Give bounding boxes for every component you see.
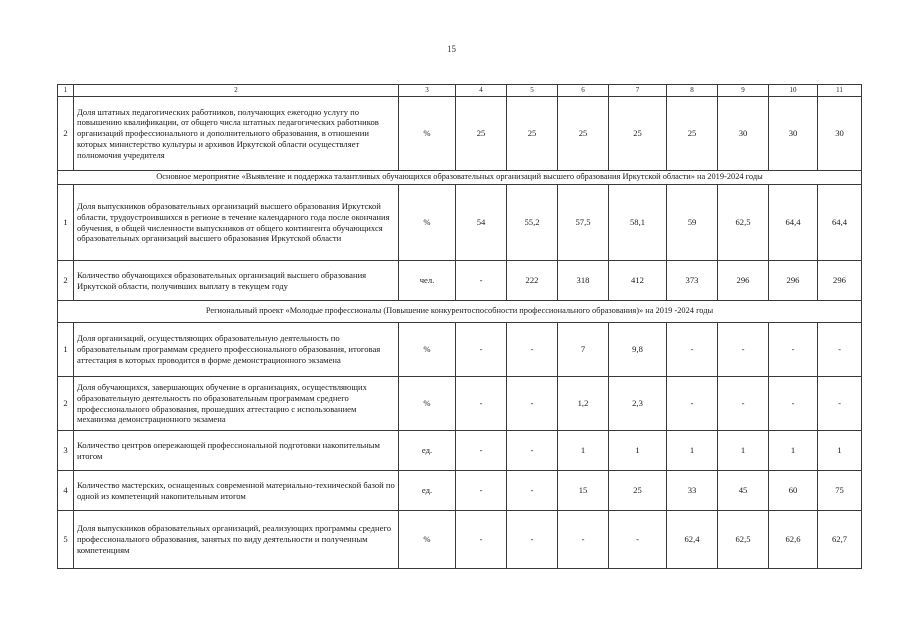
value-cell: - [456,323,507,377]
value-cell: 1 [609,431,667,471]
indicator-description: Доля организаций, осуществляющих образовательную деятельность по образовательным программам среднего профессионального образования, итоговая аттестация в которых проводится в форме демонстрационного экзамена [74,323,399,377]
value-cell: 62,7 [818,511,862,569]
unit-cell: ед. [399,431,456,471]
value-cell: 318 [558,261,609,301]
section-heading-row [58,301,862,323]
value-cell: 57,5 [558,185,609,261]
value-cell: 25 [609,97,667,171]
value-cell: 62,4 [667,511,718,569]
unit-cell: ед. [399,471,456,511]
indicator-description: Количество мастерских, оснащенных современной материально-технической базой по одной из компетенций накопительным итогом [74,471,399,511]
value-cell: - [456,261,507,301]
value-cell: - [718,323,769,377]
column-number-cell: 6 [558,85,609,97]
indicator-description: Доля выпускников образовательных организаций высшего образования Иркутской области, трудоустроившихся в регионе в течение календарного года после окончания обучения, в общей численности выпускников от общего контингента обучающихся образовательных организаций высшего образования Иркутской области [74,185,399,261]
row-number: 1 [58,185,74,261]
value-cell: 1 [558,431,609,471]
indicator-description: Доля выпускников образовательных организаций, реализующих программы среднего профессионального образования, занятых по виду деятельности и полученным компетенциям [74,511,399,569]
column-number-header-row [58,85,862,97]
table-row [58,377,862,431]
value-cell: 62,5 [718,511,769,569]
value-cell: - [609,511,667,569]
value-cell: - [456,431,507,471]
unit-cell: % [399,511,456,569]
column-number-cell: 5 [507,85,558,97]
value-cell: 1,2 [558,377,609,431]
value-cell: 60 [769,471,818,511]
value-cell: 64,4 [769,185,818,261]
table-row [58,97,862,171]
value-cell: - [507,511,558,569]
column-number-cell: 2 [74,85,399,97]
row-number: 3 [58,431,74,471]
column-number-cell: 9 [718,85,769,97]
row-number: 4 [58,471,74,511]
value-cell: 373 [667,261,718,301]
indicator-description: Количество центров опережающей профессиональной подготовки накопительным итогом [74,431,399,471]
row-number: 2 [58,97,74,171]
indicator-description: Количество обучающихся образовательных организаций высшего образования Иркутской области, получивших выплату в текущем году [74,261,399,301]
value-cell: 59 [667,185,718,261]
value-cell: 412 [609,261,667,301]
value-cell: 25 [507,97,558,171]
value-cell: 64,4 [818,185,862,261]
column-number-cell: 8 [667,85,718,97]
value-cell: 1 [769,431,818,471]
value-cell: 296 [818,261,862,301]
value-cell: 55,2 [507,185,558,261]
value-cell: - [507,471,558,511]
column-number-cell: 1 [58,85,74,97]
section-heading: Основное мероприятие «Выявление и поддержка талантливых обучающихся образовательных организаций высшего образования Иркутской области» на 2019-2024 годы [58,171,862,185]
value-cell: - [769,323,818,377]
value-cell: 296 [718,261,769,301]
value-cell: 62,6 [769,511,818,569]
column-number-cell: 7 [609,85,667,97]
value-cell: 58,1 [609,185,667,261]
value-cell: - [818,377,862,431]
column-number-cell: 3 [399,85,456,97]
value-cell: - [769,377,818,431]
value-cell: 62,5 [718,185,769,261]
value-cell: 25 [609,471,667,511]
value-cell: - [507,377,558,431]
value-cell: 1 [818,431,862,471]
value-cell: 45 [718,471,769,511]
value-cell: - [558,511,609,569]
value-cell: - [456,511,507,569]
value-cell: 30 [818,97,862,171]
indicator-description: Доля обучающихся, завершающих обучение в организациях, осуществляющих образовательную деятельность по образовательным программам среднего профессионального образования, прошедших аттестацию с использованием механизма демонстрационного экзамена [74,377,399,431]
table-row [58,323,862,377]
value-cell: 296 [769,261,818,301]
indicator-table [57,84,862,569]
row-number: 5 [58,511,74,569]
table-row [58,261,862,301]
value-cell: 54 [456,185,507,261]
value-cell: 15 [558,471,609,511]
unit-cell: % [399,377,456,431]
value-cell: 222 [507,261,558,301]
value-cell: - [718,377,769,431]
section-heading: Региональный проект «Молодые профессионалы (Повышение конкурентоспособности профессионального образования)» на 2019 -2024 годы [58,301,862,323]
value-cell: 75 [818,471,862,511]
row-number: 2 [58,377,74,431]
value-cell: 7 [558,323,609,377]
table-row [58,471,862,511]
value-cell: 9,8 [609,323,667,377]
value-cell: 33 [667,471,718,511]
unit-cell: чел. [399,261,456,301]
value-cell: 30 [718,97,769,171]
value-cell: - [456,377,507,431]
table-body [58,85,862,569]
value-cell: - [507,431,558,471]
unit-cell: % [399,185,456,261]
column-number-cell: 11 [818,85,862,97]
value-cell: 25 [558,97,609,171]
value-cell: 1 [667,431,718,471]
row-number: 2 [58,261,74,301]
table-row [58,511,862,569]
value-cell: - [667,377,718,431]
table-row [58,185,862,261]
page-number: 15 [447,44,456,54]
indicator-description: Доля штатных педагогических работников, получающих ежегодно услугу по повышению квалификации, от общего числа штатных педагогических работников организаций профессионального и дополнительного образования, в отношении которых министерство культуры и архивов Иркутской области осуществляет полномочия учредителя [74,97,399,171]
column-number-cell: 10 [769,85,818,97]
value-cell: - [818,323,862,377]
value-cell: 25 [456,97,507,171]
unit-cell: % [399,323,456,377]
value-cell: - [667,323,718,377]
value-cell: 25 [667,97,718,171]
value-cell: 2,3 [609,377,667,431]
table-row [58,431,862,471]
value-cell: - [507,323,558,377]
column-number-cell: 4 [456,85,507,97]
section-heading-row [58,171,862,185]
row-number: 1 [58,323,74,377]
value-cell: - [456,471,507,511]
value-cell: 1 [718,431,769,471]
value-cell: 30 [769,97,818,171]
unit-cell: % [399,97,456,171]
